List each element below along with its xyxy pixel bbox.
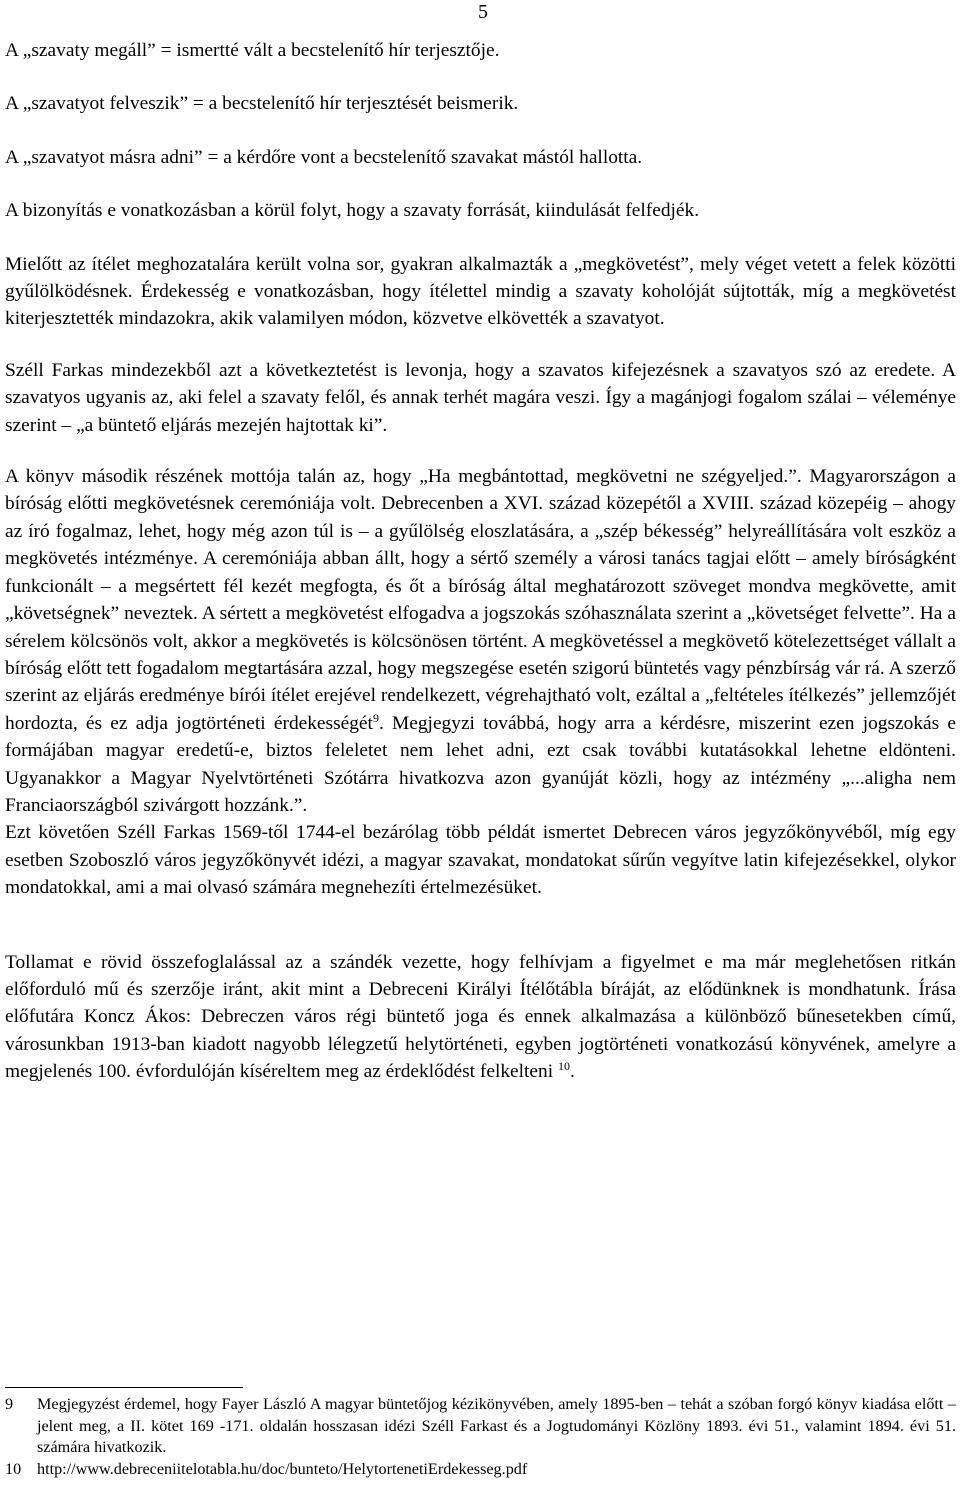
proof-sentence: A bizonyítás e vonatkozásban a körül folyt, hogy a szavaty forrását, kiindulását felfedjék. bbox=[5, 200, 700, 222]
paragraph-closing-text: Tollamat e rövid összefoglalással az a szándék vezette, hogy felhívjam a figyelmet e ma már meglehetősen ritkán előforduló mű és szerzője iránt, akit mint a Debreceni Királyi Ítélőtábla bíráját, az elődünknek is mondhatunk. Írása előfutára Koncz Ákos: Debreczen város régi büntető joga és ennek alkalmazása a különböző bűnesetekben című, városunkban 1913-ban kiadott nagyobb lélegzetű helytörténeti, egyben jogtörténeti vonatkozású könyvének, amelyre a megjelenés 100. évfordulóján kíséreltem meg az érdeklődést felkelteni bbox=[5, 951, 956, 1083]
definition-line-1: A „szavaty megáll” = ismertté vált a becstelenítő hír terjesztője. bbox=[5, 40, 500, 61]
footnote-separator bbox=[5, 1387, 243, 1388]
definition-line-3: A „szavatyot másra adni” = a kérdőre vont a becstelenítő szavakat mástól hallotta. bbox=[5, 146, 643, 168]
paragraph-motto-rest: . Megjegyzi továbbá, hogy arra a kérdésre, miszerint ezen jogszokás e formájában magyar eredetű-e, biztos feleletet nem lehet adni, ezt csak további kutatásokkal lehetne eldönteni. Ugyanakkor a Magyar Nyelvtörténeti Szótárra hivatkozva azon gyanúját közli, hogy az intézmény „...aligha nem Franciaországból szivárgott hozzánk.”. bbox=[5, 712, 956, 816]
footnote-text: Megjegyzést érdemel, hogy Fayer László A magyar büntetőjog kézikönyvében, amely 1895-ben – tehát a szóban forgó könyv kiadása előtt – jelent meg, a II. kötet 169 -171. oldalán hosszasan idézi Széll Farkast és a Jogtudományi Közlöny 1893. évi 51., valamint 1894. évi 51. számára hivatkozik. bbox=[37, 1395, 956, 1456]
paragraph-closing bbox=[5, 949, 956, 1086]
footnote-link[interactable]: http://www.debreceniitelotabla.hu/doc/bunteto/HelytortenetiErdekesseg.pdf bbox=[37, 1459, 528, 1478]
footnote-10 bbox=[5, 1459, 956, 1481]
paragraph-motto-text: A könyv második részének mottója talán az, hogy „Ha megbántottad, megkövetni ne szégyeljed.”. Magyarországon a bíróság előtti megkövetésnek ceremóniája volt. Debrecenben a XVI. század közepétől a XVIII. század közepéig – ahogy az író fogalmaz, lehet, hogy még azon túl is – a gyűlölség eloszlatására, a „szép békesség” helyreállítására volt eszköz a megkövetés intézménye. A ceremóniája abban állt, hogy a sértő személy a városi tanács tagjai előtt – amely bíróságként funkcionált – a megsértett fél kezét megfogta, és őt a bíróság által meghatározott szöveget mondva megkövette, amit „követségnek” neveztek. A sértett a megkövetést elfogadva a jogszokás szóhasználata szerint a „követséget felvette”. Ha a sérelem kölcsönös volt, akkor a megkövetés is kölcsönösen történt. A megkövetéssel a megkövető kötelezettséget vállalt a bíróság előtt tett fogadalom megtartására azzal, hogy megszegése esetén szigorú büntetés vagy pénzbírság vár rá. A szerző szerint az eljárás eredménye bírói ítélet erejével rendelkezett, végrehajtható volt, ezáltal a „feltételes ítélkezés” jellemzőjét hordozta, és ez adja jogtörténeti érdekességét bbox=[5, 466, 956, 734]
footnote-number: 9 bbox=[5, 1395, 14, 1413]
footnote-ref-10: 10 bbox=[557, 1059, 570, 1074]
definition-line-2: A „szavatyot felveszik” = a becstelenítő hír terjesztését beismerik. bbox=[5, 93, 519, 115]
body-text bbox=[5, 37, 956, 1086]
paragraph-closing-end: . bbox=[569, 1061, 575, 1083]
footnotes bbox=[5, 1394, 956, 1480]
paragraph-motto bbox=[5, 463, 956, 819]
footnote-number: 10 bbox=[5, 1459, 22, 1478]
paragraph-szell-farkas: Széll Farkas mindezekből azt a következtetést is levonja, hogy a szavatos kifejezésnek a szavatyos szó az eredete. A szavatyos ugyanis az, aki felel a szavaty felől, és annak terhét magára veszi. Így a magánjogi fogalom szálai – véleménye szerint – „a büntető eljárás mezején hajtottak ki”. bbox=[5, 359, 956, 436]
footnote-ref-9: 9 bbox=[372, 710, 379, 725]
page-number: 5 bbox=[478, 1, 488, 23]
footnote-9 bbox=[5, 1394, 956, 1459]
paragraph-megkovetes: Mielőtt az ítélet meghozatalára került volna sor, gyakran alkalmazták a „megkövetést”, mely véget vetett a felek közötti gyűlölködésnek. Érdekesség e vonatkozásban, hogy ítélettel mindig a szavaty koholóját sújtották, míg a megkövetést kiterjesztették mindazokra, akik valamilyen módon, közvetve elkövették a szavatyot. bbox=[5, 253, 956, 330]
paragraph-examples: Ezt követően Széll Farkas 1569-től 1744-el bezárólag több példát ismertet Debrecen város jegyzőkönyvéből, míg egy esetben Szoboszló város jegyzőkönyvét idézi, a magyar szavakat, mondatokat sűrűn vegyítve latin kifejezésekkel, olykor mondatokkal, ami a mai olvasó számára megnehezíti értelmezésüket. bbox=[5, 822, 956, 899]
